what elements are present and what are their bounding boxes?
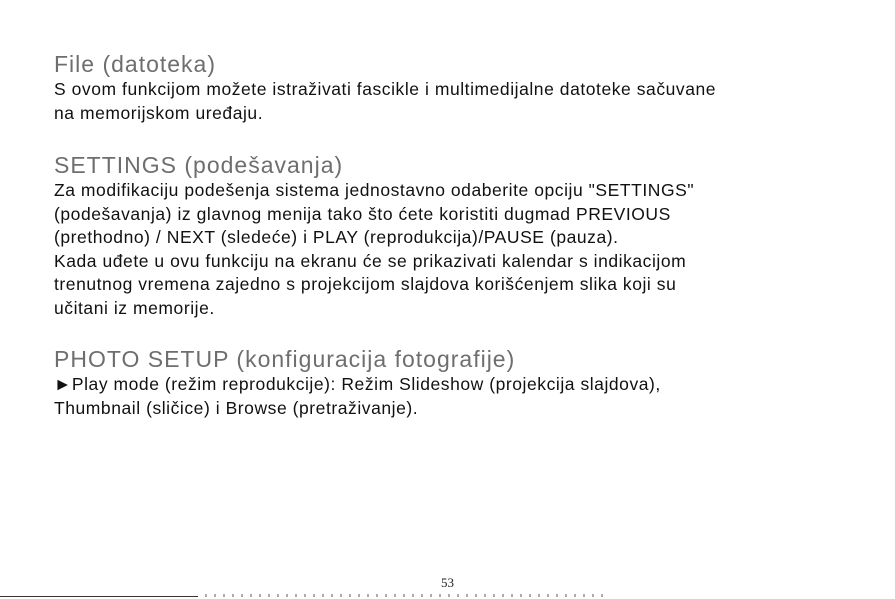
photo-setup-text-line: Thumbnail (sličice) i Browse (pretraživanje). <box>54 397 419 418</box>
bottom-dotted-line <box>205 594 605 597</box>
section-photo-setup <box>54 345 854 420</box>
settings-text-line: (podešavanja) iz glavnog menija tako što ćete koristiti dugmad PREVIOUS <box>54 203 671 224</box>
section-settings <box>54 151 854 320</box>
heading-settings: SETTINGS (podešavanja) <box>54 152 344 178</box>
file-text-line: S ovom funkcijom možete istraživati fascikle i multimedijalne datoteke sačuvane <box>54 79 717 99</box>
page-number: 53 <box>441 575 454 590</box>
file-text-line: na memorijskom uređaju. <box>54 102 264 123</box>
heading-file: File (datoteka) <box>54 51 217 77</box>
heading-photo-setup: PHOTO SETUP (konfiguracija fotografije) <box>54 346 516 372</box>
section-file <box>54 50 854 125</box>
photo-setup-text-line: ►Play mode (režim reprodukcije): Režim Slideshow (projekcija slajdova), <box>54 374 661 394</box>
settings-text-line: trenutnog vremena zajedno s projekcijom slajdova korišćenjem slika koji su <box>54 274 677 294</box>
settings-text-line: Kada uđete u ovu funkciju na ekranu će se prikazivati kalendar s indikacijom <box>54 250 687 271</box>
settings-text-line: učitani iz memorije. <box>54 297 215 318</box>
settings-text-line: (prethodno) / NEXT (sledeće) i PLAY (reprodukcija)/PAUSE (pauza). <box>54 227 619 247</box>
bottom-rule <box>0 596 198 597</box>
settings-text-line: Za modifikaciju podešenja sistema jednostavno odaberite opciju "SETTINGS" <box>54 180 695 200</box>
